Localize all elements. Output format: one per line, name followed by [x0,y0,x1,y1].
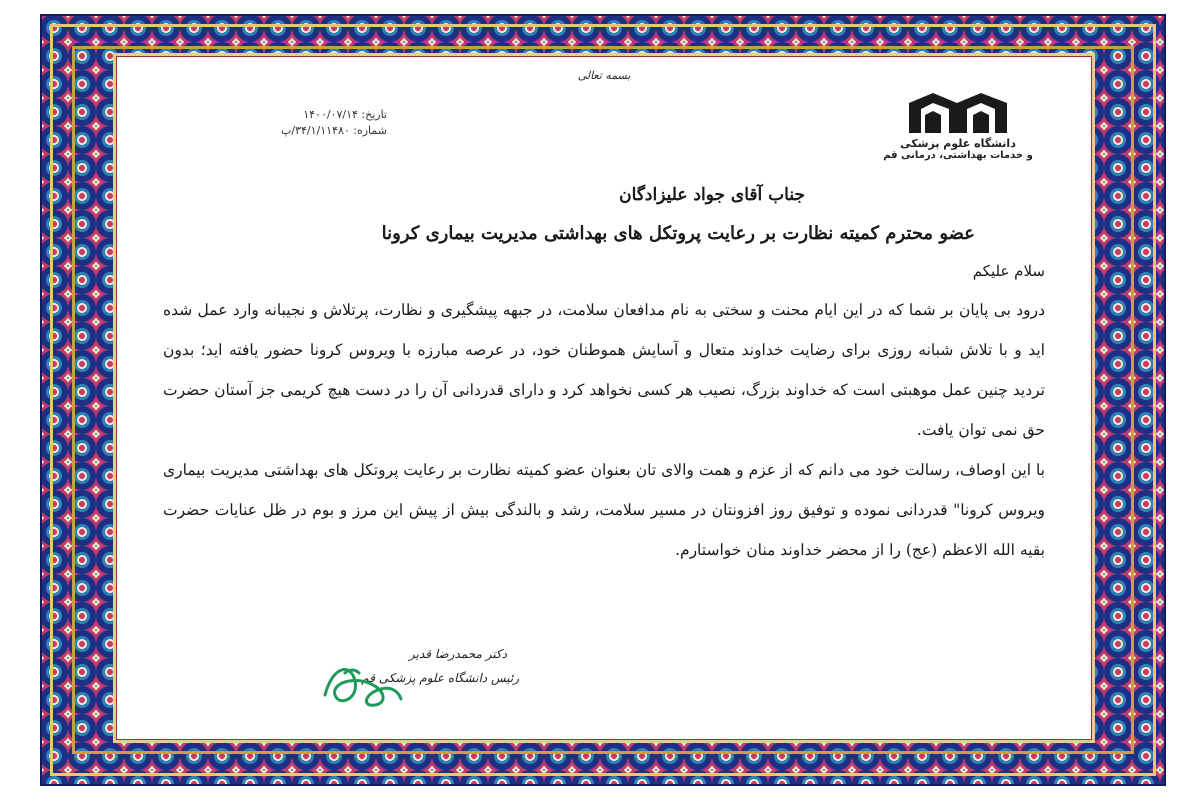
addressee: جناب آقای جواد علیزادگان [619,185,805,205]
letter-paper [116,56,1092,740]
letterhead-logo [863,89,1053,161]
paragraph-2: با این اوصاف، رسالت خود می دانم که از عزم و همت والای تان بعنوان عضو کمیته نظارت بر رعایت پروتکل های بهداشتی مدیریت بیماری ویروس کرونا" قدردانی نموده و توفیق روز افزونتان در مسیر سلامت، رشد و بالندگی بیش از پیش این مرز و بوم در ظل عنایات حضرت بقیه الله الاعظم (عج) را از محضر خداوند منان خواستارم. [163,461,1045,559]
logo-university-subtitle: و خدمات بهداشتی، درمانی قم [883,150,1033,161]
basmala: بسمه تعالی [577,69,631,82]
letter-meta [237,107,387,139]
signatory-name: دکتر محمدرضا قدیر [409,647,507,661]
letter-date: تاریخ: ۱۴۰۰/۰۷/۱۴ [303,108,387,121]
logo-university-name: دانشگاه علوم پزشکی [900,137,1016,150]
university-logo-icon [903,89,1013,135]
letter-body [163,185,1045,570]
signatory-title: رئیس دانشگاه علوم پزشکی قم [361,671,519,685]
handwritten-signature-icon [315,655,405,715]
paragraph-1: درود بی پایان بر شما که در این ایام محنت و سختی به نام مدافعان سلامت، در جبهه پیشگیری و نظارت، پرتلاش و نجیبانه وارد عمل شده اید و با تلاش شبانه روزی برای رضایت خداوند متعال و آسایش هموطنان خود، در عرصه مبارزه با ویروس کرونا حضور یافته اید؛ بدون تردید چنین عمل موهبتی است که خداوند بزرگ، نصیب هر کسی نخواهد کرد و دارای قدردانی آن را در دست هیچ کریمی جز آستان حضرت حق نمی توان یافت. [163,301,1045,439]
signature-block [307,647,527,685]
greeting: سلام علیکم [972,262,1045,280]
letter-number: شماره: ۳۴/۱/۱۱۴۸۰/پ [281,124,387,137]
addressee-position: عضو محترم کمیته نظارت بر رعایت پروتکل های بهداشتی مدیریت بیماری کرونا [381,223,975,244]
